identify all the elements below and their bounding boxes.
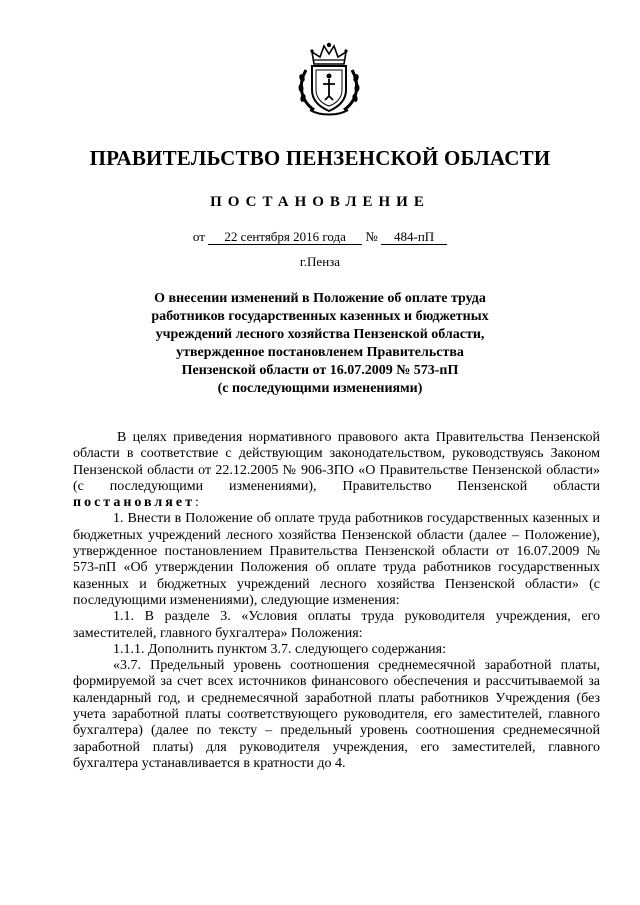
title-line: Пензенской области от 16.07.2009 № 573-пП: [181, 363, 459, 378]
paragraph-item-1-1-1: 1.1.1. Дополнить пунктом 3.7. следующего содержания:: [113, 641, 447, 657]
paragraph-clause-3-7: «3.7. Предельный уровень соотношения среднемесячной заработной платы, формируемой за счет всех источников финансового обеспечения и рассчитываемой за календарный год, и среднемесячной заработной платы работников Учреждения (без учета заработной платы соответствующего руководителя, его заместителей, главного бухгалтера) (далее по тексту – предельный уровень соотношения среднемесячной заработной платы) для руководителя учреждения, его заместителей, главного бухгалтера устанавливается в кратности до 4.: [73, 658, 600, 771]
preamble-text: В целях приведения нормативного правового акта Правительства Пензенской области в соответствие с действующим законодательством, руководствуясь Законом Пензенской области от 22.12.2005 № 906-ЗПО «О Правительстве Пензенской области» (с последующими изменениями), Правительство Пензенской области: [73, 430, 600, 494]
document-type: ПОСТАНОВЛЕНИЕ: [210, 194, 430, 210]
coat-of-arms-icon: [296, 40, 362, 116]
title-line: утвержденное постановленем Правительства: [176, 345, 464, 360]
date-number-line: [0, 229, 640, 245]
number-sign: №: [365, 229, 378, 244]
paragraph-item-1: 1. Внести в Положение об оплате труда работников государственных казенных и бюджетных учреждений лесного хозяйства Пензенской области (далее – Положение), утвержденное постановлением Правительства Пензенской области от 16.07.2009 № 573-пП «Об утверждении Положения об оплате труда работников государственных казенных и бюджетных учреждений лесного хозяйства Пензенской области» (с последующими изменениями), следующие изменения:: [73, 511, 600, 608]
paragraph-preamble: [73, 430, 600, 511]
document-title: [100, 290, 540, 398]
paragraph-item-1-1: 1.1. В разделе 3. «Условия оплаты труда руководителя учреждения, его заместителей, главного бухгалтера» Положения:: [73, 609, 600, 641]
preamble-colon: :: [194, 495, 199, 511]
document-number: 484-пП: [381, 229, 447, 245]
title-line: работников государственных казенных и бюджетных: [151, 309, 489, 324]
title-line: учреждений лесного хозяйства Пензенской области,: [155, 327, 485, 342]
city: г.Пенза: [299, 254, 341, 269]
resolves-word: постановляет: [73, 495, 195, 511]
government-name: ПРАВИТЕЛЬСТВО ПЕНЗЕНСКОЙ ОБЛАСТИ: [89, 146, 551, 170]
document-body: [73, 430, 600, 772]
date-prefix: от: [192, 229, 205, 244]
document-date: 22 сентября 2016 года: [208, 229, 362, 245]
title-line: О внесении изменений в Положение об оплате труда: [154, 291, 486, 306]
title-line: (с последующими изменениями): [217, 381, 423, 396]
